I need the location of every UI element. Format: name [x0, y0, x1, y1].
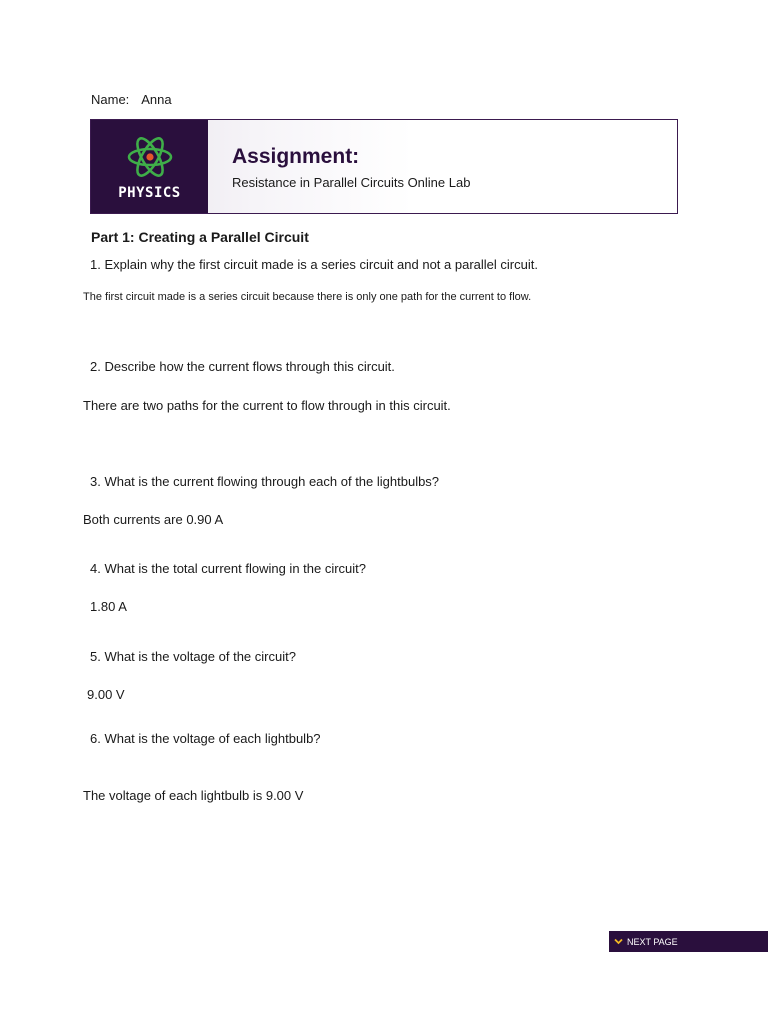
- chevron-down-icon: [614, 938, 623, 945]
- assignment-banner: [90, 119, 678, 214]
- question-1: 1. Explain why the first circuit made is a series circuit and not a parallel circuit.: [90, 257, 538, 272]
- physics-logo: [91, 120, 208, 213]
- answer-6: The voltage of each lightbulb is 9.00 V: [83, 788, 304, 803]
- student-name-line: [91, 92, 172, 107]
- answer-5: 9.00 V: [87, 687, 125, 702]
- part-title: Part 1: Creating a Parallel Circuit: [91, 229, 309, 245]
- next-page-label: NEXT PAGE: [627, 936, 678, 947]
- assignment-subtitle: Resistance in Parallel Circuits Online Lab: [232, 175, 471, 190]
- answer-3: Both currents are 0.90 A: [83, 512, 224, 527]
- answer-2: There are two paths for the current to flow through in this circuit.: [83, 398, 451, 413]
- question-4: 4. What is the total current flowing in the circuit?: [90, 561, 367, 576]
- name-label: Name:: [91, 92, 130, 107]
- question-2: 2. Describe how the current flows through this circuit.: [90, 359, 395, 374]
- logo-text: PHYSICS: [118, 185, 181, 201]
- question-3: 3. What is the current flowing through each of the lightbulbs?: [90, 474, 440, 489]
- next-page-button[interactable]: [609, 931, 768, 952]
- answer-4: 1.80 A: [90, 599, 127, 614]
- answer-1: The first circuit made is a series circuit because there is only one path for the current to flow.: [83, 291, 532, 303]
- atom-icon: [126, 132, 174, 182]
- question-5: 5. What is the voltage of the circuit?: [90, 649, 296, 664]
- assignment-title: Assignment:: [232, 145, 360, 168]
- question-6: 6. What is the voltage of each lightbulb?: [90, 731, 321, 746]
- name-value: Anna: [141, 92, 172, 107]
